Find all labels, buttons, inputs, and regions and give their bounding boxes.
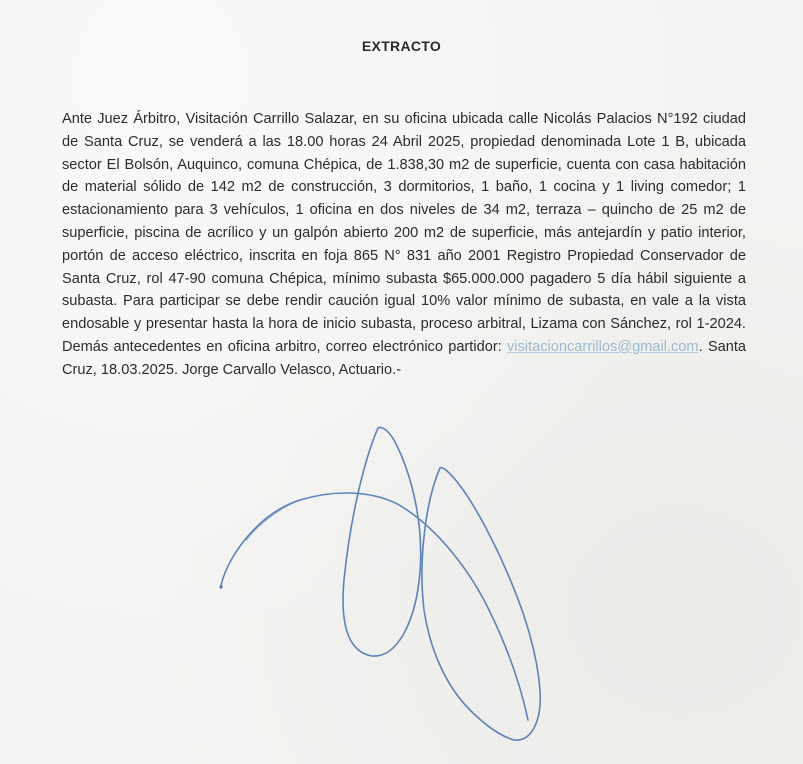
document-title: EXTRACTO xyxy=(361,38,442,54)
body-text-before-email: Ante Juez Árbitro, Visitación Carrillo Salazar, en su oficina ubicada calle Nicolás Palacios N°192 ciudad de Santa Cruz, se venderá a las 18.00 horas 24 Abril 2025, propiedad denominada Lote 1 B, ubicada sector El Bolsón, Auquinco, comuna Chépica, de 1.838,30 m2 de superficie, cuenta con casa habitación de material sólido de 142 m2 de construcción, 3 dormitorios, 1 baño, 1 cocina y 1 living comedor; 1 estacionamiento para 3 vehículos, 1 oficina en dos niveles de 34 m2, terraza – quincho de 25 m2 de superficie, piscina de acrílico y un galpón abierto 200 m2 de superficie, más antejardín y patio interior, portón de acceso eléctrico, inscrita en foja 865 N° 831 año 2001 Registro Propiedad Conservador de Santa Cruz, rol 47-90 comuna Chépica, mínimo subasta $65.000.000 pagadero 5 día hábil siguiente a subasta. Para participar se debe rendir caución igual 10% valor mínimo de subasta, en vale a la vista endosable y presentar hasta la hora de inicio subasta, proceso arbitral, Lizama con Sánchez, rol 1-2024. Demás antecedentes en oficina arbitro, correo electrónico partidor: xyxy=(62,111,746,355)
document-body xyxy=(62,108,746,382)
body-text-after-email: . Santa Cruz, 18.03.2025. Jorge Carvallo Velasco, Actuario.- xyxy=(62,338,746,378)
email-link[interactable]: visitacioncarrillos@gmail.com xyxy=(506,338,699,355)
